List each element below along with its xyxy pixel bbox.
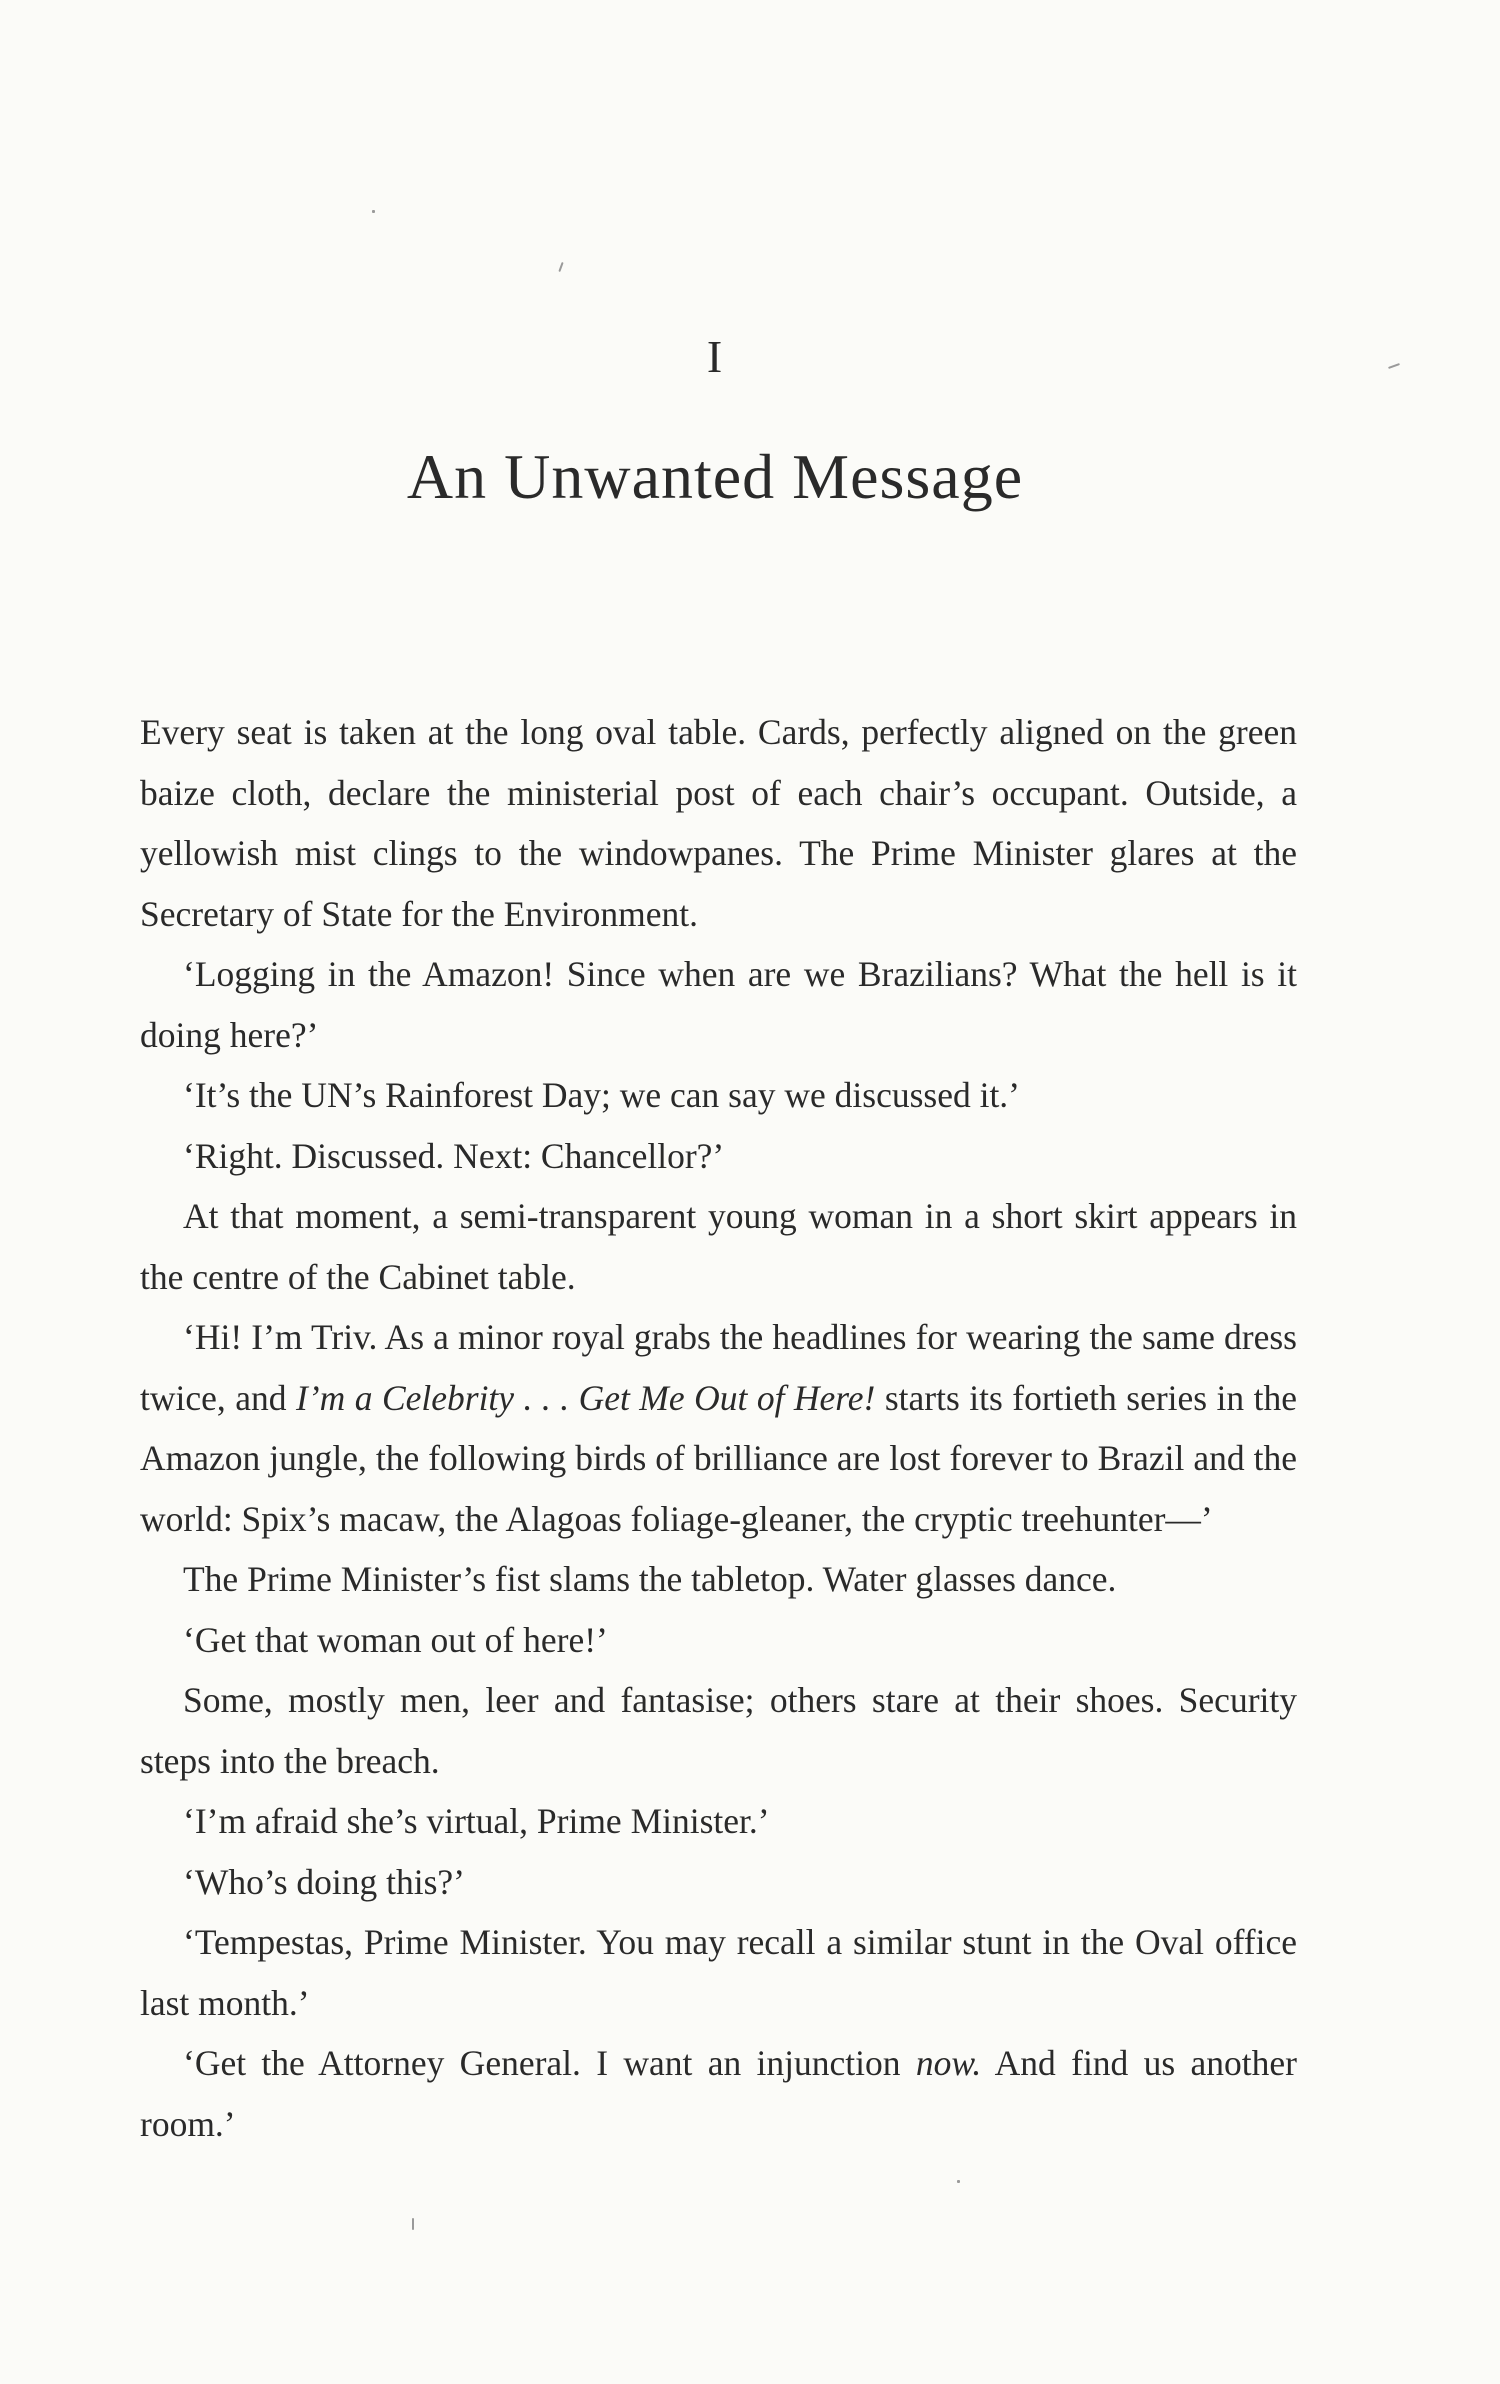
text-run: Some, mostly men, leer and fantasise; others stare at their shoes. Security steps into the breach. <box>140 1680 1297 1781</box>
paragraph <box>140 1912 1297 2033</box>
chapter-body <box>140 702 1297 2154</box>
paragraph <box>140 1307 1297 1549</box>
paragraph <box>140 944 1297 1065</box>
scan-speck <box>558 262 563 272</box>
text-run: At that moment, a semi-transparent young woman in a short skirt appears in the centre of the Cabinet table. <box>140 1196 1297 1297</box>
text-run: ‘Get that woman out of here!’ <box>183 1619 608 1660</box>
text-run: ‘Tempestas, Prime Minister. You may recall a similar stunt in the Oval office last month.’ <box>140 1922 1297 2023</box>
paragraph <box>140 2033 1297 2154</box>
paragraph <box>140 1791 1297 1852</box>
text-run: The Prime Minister’s fist slams the tabletop. Water glasses dance. <box>183 1559 1117 1599</box>
text-run: ‘I’m afraid she’s virtual, Prime Minister.’ <box>183 1801 770 1841</box>
text-run: starts its fortieth series in the Amazon jungle, the following birds of brilliance are lost forever to Brazil and the world: Spix’s macaw, the Alagoas foliage-gleaner, the cryptic treehunter—’ <box>140 1377 1298 1539</box>
paragraph <box>140 1610 1297 1671</box>
text-run: ‘Who’s doing this?’ <box>183 1861 465 1902</box>
text-run: Every seat is taken at the long oval table. Cards, perfectly aligned on the green baize cloth, declare the ministerial post of each chair’s occupant. Outside, a yellowish mist clings to the windowpanes. The Prime Minister glares at the Secretary of State for the Environment. <box>140 712 1297 934</box>
text-run: ‘Get the Attorney General. I want an injunction <box>183 2043 916 2083</box>
text-run: ‘Right. Discussed. Next: Chancellor?’ <box>183 1135 725 1176</box>
italic-emphasis-run: now. <box>915 2043 982 2083</box>
paragraph <box>140 1186 1297 1307</box>
scan-speck <box>372 210 375 213</box>
paragraph <box>140 1126 1297 1187</box>
paragraph <box>140 702 1297 944</box>
chapter-title: An Unwanted Message <box>406 441 1024 512</box>
text-run: ‘Logging in the Amazon! Since when are we Brazilians? What the hell is it doing here?’ <box>140 954 1297 1055</box>
paragraph <box>140 1065 1297 1126</box>
paragraph <box>140 1549 1297 1610</box>
paragraph <box>140 1852 1297 1913</box>
paragraph <box>140 1670 1297 1791</box>
text-run: And find us another room.’ <box>140 2043 1297 2144</box>
chapter-number: I <box>706 331 724 382</box>
italic-title-run: I’m a Celebrity . . . Get Me Out of Here! <box>295 1377 876 1418</box>
text-run: ‘Hi! I’m Triv. As a minor royal grabs the headlines for wearing the same dress twice, and <box>140 1317 1297 1418</box>
text-run: ‘It’s the UN’s Rainforest Day; we can say we discussed it.’ <box>183 1075 1021 1115</box>
scan-speck <box>412 2218 414 2230</box>
scan-speck <box>957 2180 960 2183</box>
